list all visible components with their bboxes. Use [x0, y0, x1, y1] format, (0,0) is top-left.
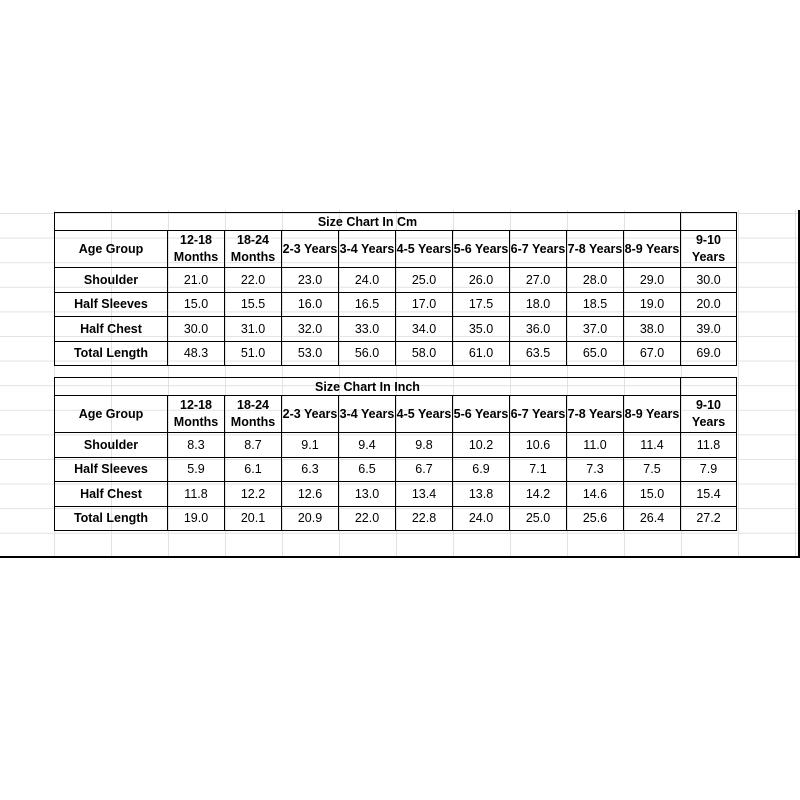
empty-cell — [681, 213, 737, 231]
table-cell: 20.0 — [681, 292, 737, 317]
table-cell: 5.9 — [168, 457, 225, 482]
table-body — [55, 268, 737, 366]
table-cell: 26.4 — [624, 506, 681, 531]
size-chart-inch-table — [54, 377, 737, 531]
header-row — [55, 231, 737, 268]
table-cell: 15.4 — [681, 482, 737, 507]
table-cell: 25.0 — [396, 268, 453, 293]
table-row — [55, 341, 737, 366]
table-row — [55, 433, 737, 458]
table-cell: 18.0 — [510, 292, 567, 317]
table-cell: 13.8 — [453, 482, 510, 507]
table-cell: 25.0 — [510, 506, 567, 531]
table-cell: 14.2 — [510, 482, 567, 507]
column-header: 4-5 Years — [396, 231, 453, 268]
column-header: 2-3 Years — [282, 231, 339, 268]
column-header: 8-9 Years — [624, 231, 681, 268]
table-cell: 61.0 — [453, 341, 510, 366]
size-chart-cm-table — [54, 212, 737, 366]
table-cell: 17.0 — [396, 292, 453, 317]
table-cell: 31.0 — [225, 317, 282, 342]
row-label: Total Length — [55, 341, 168, 366]
table-cell: 34.0 — [396, 317, 453, 342]
column-header: 5-6 Years — [453, 231, 510, 268]
table-cell: 6.7 — [396, 457, 453, 482]
column-header: 9-10 Years — [681, 396, 737, 433]
table-body — [55, 433, 737, 531]
table-cell: 39.0 — [681, 317, 737, 342]
table-row — [55, 482, 737, 507]
column-header: 6-7 Years — [510, 396, 567, 433]
table-cell: 17.5 — [453, 292, 510, 317]
column-header: 4-5 Years — [396, 396, 453, 433]
table-cell: 8.7 — [225, 433, 282, 458]
table-cell: 24.0 — [453, 506, 510, 531]
table-cell: 26.0 — [453, 268, 510, 293]
row-label: Shoulder — [55, 433, 168, 458]
table-cell: 6.5 — [339, 457, 396, 482]
table-cell: 30.0 — [168, 317, 225, 342]
table-cell: 19.0 — [168, 506, 225, 531]
table-title: Size Chart In Cm — [55, 213, 681, 231]
column-header: 9-10 Years — [681, 231, 737, 268]
table-cell: 35.0 — [453, 317, 510, 342]
column-header: 18-24 Months — [225, 231, 282, 268]
column-header: 3-4 Years — [339, 396, 396, 433]
column-header: 5-6 Years — [453, 396, 510, 433]
table-cell: 11.8 — [168, 482, 225, 507]
table-cell: 9.4 — [339, 433, 396, 458]
age-group-header: Age Group — [55, 396, 168, 433]
table-cell: 6.1 — [225, 457, 282, 482]
table-cell: 18.5 — [567, 292, 624, 317]
table-cell: 12.6 — [282, 482, 339, 507]
table-cell: 25.6 — [567, 506, 624, 531]
column-header: 2-3 Years — [282, 396, 339, 433]
table-row — [55, 292, 737, 317]
table-row — [55, 457, 737, 482]
table-cell: 7.1 — [510, 457, 567, 482]
table-cell: 20.9 — [282, 506, 339, 531]
column-header: 7-8 Years — [567, 396, 624, 433]
table-cell: 53.0 — [282, 341, 339, 366]
table-row — [55, 506, 737, 531]
table-cell: 56.0 — [339, 341, 396, 366]
table-cell: 12.2 — [225, 482, 282, 507]
column-header: 8-9 Years — [624, 396, 681, 433]
table-cell: 22.8 — [396, 506, 453, 531]
table-cell: 36.0 — [510, 317, 567, 342]
row-label: Half Sleeves — [55, 292, 168, 317]
table-cell: 30.0 — [681, 268, 737, 293]
table-cell: 13.0 — [339, 482, 396, 507]
table-cell: 7.5 — [624, 457, 681, 482]
table-cell: 48.3 — [168, 341, 225, 366]
table-cell: 58.0 — [396, 341, 453, 366]
table-cell: 15.0 — [624, 482, 681, 507]
table-cell: 28.0 — [567, 268, 624, 293]
header-row — [55, 396, 737, 433]
table-cell: 7.9 — [681, 457, 737, 482]
table-cell: 11.4 — [624, 433, 681, 458]
table-cell: 16.5 — [339, 292, 396, 317]
table-cell: 9.1 — [282, 433, 339, 458]
table-cell: 11.0 — [567, 433, 624, 458]
row-label: Total Length — [55, 506, 168, 531]
table-cell: 33.0 — [339, 317, 396, 342]
row-label: Shoulder — [55, 268, 168, 293]
column-header: 18-24 Months — [225, 396, 282, 433]
table-cell: 7.3 — [567, 457, 624, 482]
table-cell: 22.0 — [225, 268, 282, 293]
column-header: 7-8 Years — [567, 231, 624, 268]
table-cell: 14.6 — [567, 482, 624, 507]
table-cell: 63.5 — [510, 341, 567, 366]
column-header: 6-7 Years — [510, 231, 567, 268]
table-cell: 6.3 — [282, 457, 339, 482]
table-cell: 22.0 — [339, 506, 396, 531]
empty-cell — [681, 378, 737, 396]
column-header: 12-18 Months — [168, 231, 225, 268]
table-cell: 20.1 — [225, 506, 282, 531]
table-cell: 9.8 — [396, 433, 453, 458]
table-row — [55, 268, 737, 293]
table-title: Size Chart In Inch — [55, 378, 681, 396]
row-label: Half Sleeves — [55, 457, 168, 482]
column-header: 3-4 Years — [339, 231, 396, 268]
table-cell: 27.2 — [681, 506, 737, 531]
table-cell: 11.8 — [681, 433, 737, 458]
table-cell: 67.0 — [624, 341, 681, 366]
table-cell: 21.0 — [168, 268, 225, 293]
table-row — [55, 317, 737, 342]
table-cell: 10.6 — [510, 433, 567, 458]
table-cell: 6.9 — [453, 457, 510, 482]
table-cell: 69.0 — [681, 341, 737, 366]
table-cell: 13.4 — [396, 482, 453, 507]
row-label: Half Chest — [55, 482, 168, 507]
table-cell: 29.0 — [624, 268, 681, 293]
table-cell: 10.2 — [453, 433, 510, 458]
age-group-header: Age Group — [55, 231, 168, 268]
table-cell: 16.0 — [282, 292, 339, 317]
table-cell: 38.0 — [624, 317, 681, 342]
table-cell: 27.0 — [510, 268, 567, 293]
table-cell: 37.0 — [567, 317, 624, 342]
table-cell: 19.0 — [624, 292, 681, 317]
table-cell: 23.0 — [282, 268, 339, 293]
table-cell: 15.0 — [168, 292, 225, 317]
table-cell: 24.0 — [339, 268, 396, 293]
column-header: 12-18 Months — [168, 396, 225, 433]
table-cell: 15.5 — [225, 292, 282, 317]
table-cell: 65.0 — [567, 341, 624, 366]
table-cell: 51.0 — [225, 341, 282, 366]
row-label: Half Chest — [55, 317, 168, 342]
table-cell: 8.3 — [168, 433, 225, 458]
table-cell: 32.0 — [282, 317, 339, 342]
